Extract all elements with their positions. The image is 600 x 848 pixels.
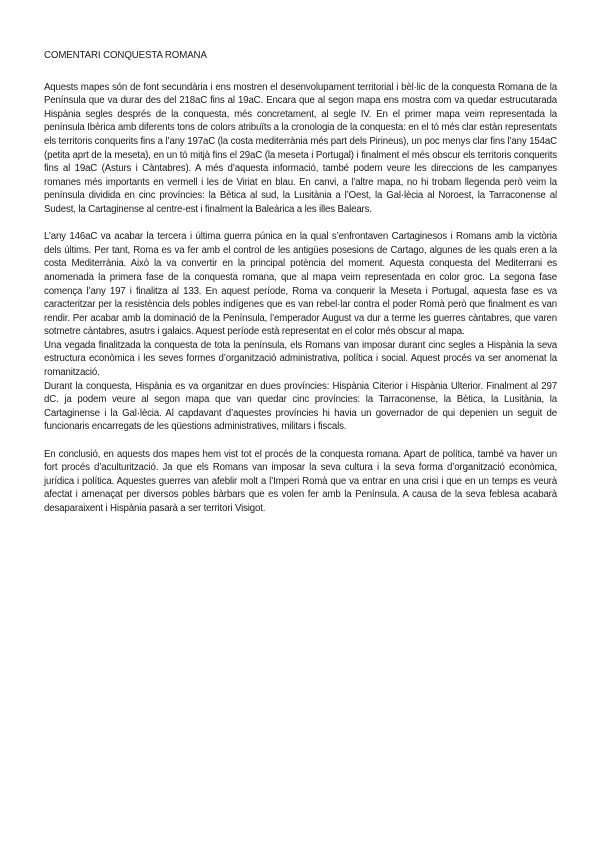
paragraph-spacer xyxy=(44,217,557,231)
paragraph-spacer xyxy=(44,434,557,448)
paragraph-map-description: Aquests mapes són de font secundària i ens mostren el desenvolupament territorial i bèl·lic de la conquesta Romana de la Península que va durar des del 218aC fins al 19aC. Encara que al segon mapa ens mostra com va quedar estrucutarada Hispània segles després de la conquesta, més concretament, al segle IV. En el primer mapa veim representada la península Ibèrica amb diferents tons de colors atribuïts a la cronologia de la conquesta: en el tó més clar estàn representats els territoris conquerits fins a l’any 197aC (la costa mediterrània més part dels Pirineus), un poc menys clar fins l’any 154aC (petita aprt de la meseta), en un tó mitjà fins el 29aC (la meseta i Portugal) i finalment el més obscur els territoris conquerits fins al 19aC (Asturs i Càntabres). A més d’aquesta informació, també podem veure les direccions de les campanyes romanes més importants en vermell i les de Viriat en blau. En canvi, a l’altre mapa, no hi trobam llegenda però veim la península dividida en cinc províncies: la Bètica al sud, la Lusitània a l’Oest, la Gal·lècia al Noroest, la Tarraconense al Sudest, la Cartaginense al centre-est i finalment la Baleàrica a les illes Balears. xyxy=(44,81,557,215)
document-body xyxy=(44,49,557,516)
paragraph-provinces: Durant la conquesta, Hispània es va organitzar en dues províncies: Hispània Citerior i Hispània Ulterior. Finalment al 297 dC. ja podem veure al segon mapa que van quedar cinc províncies: la Tarraconense, la Bètica, la Lusitània, la Cartaginense i la Gal·lècia. Al capdavant d’aquestes províncies hi havia un governador de qui depenien un seguit de funcionaris encarregats de les qüestions administratives, militars i fiscals. xyxy=(44,380,557,433)
document-title: COMENTARI CONQUESTA ROMANA xyxy=(44,50,207,61)
paragraph-romanization: Una vegada finalitzada la conquesta de tota la península, els Romans van imposar durant cinc segles a Hispània la seva estructura econòmica i les seves formes d’organització administrativa, política i social. Aquest procés va ser anomenat la romanització. xyxy=(44,339,557,379)
paragraph-conclusion: En conclusió, en aquests dos mapes hem vist tot el procés de la conquesta romana. Apart de política, també va haver un fort procés d’aculturització. Ja que els Romans van imposar la seva cultura i la seva forma d’organització econòmica, jurídica i política. Aquestes guerres van afeblir molt a l’Imperi Romà que va entrar en una crisi i que en un temps es veurà afectat i amenaçat per diversos pobles bàrbars que es volen fer amb la Península. A causa de la seva feblesa acabarà desaparaixent i Hispània pasarà a ser territori Visigot. xyxy=(44,448,557,514)
paragraph-conquest-phases: L’any 146aC va acabar la tercera i última guerra púnica en la qual s’enfrontaven Cartaginesos i Romans amb la victòria dels últims. Per tant, Roma es va fer amb el control de les antigües posesions de Cartago, algunes de les quals eren a la costa Mediterrània. Això la va convertir en la principal potència del moment. Aquesta conquesta del Mediterrani es anomenada la primera fase de la conquesta romana, que al mapa veim representada en color groc. La segona fase comença l’any 197 i finalitza al 133. En aquest període, Roma va conquerir la Meseta i Portugal, aquesta fase es va caracteritzar per la resistència dels pobles indígenes que es van rebel·lar contra el poder Romà però que finalment es van rendir. Per acabar amb la dominació de la Península, l’emperador August va dur a terme les guerres càntabres, que varen sotmetre càntabres, asutrs i galaics. Aquest període està representat en el color més obscur al mapa. xyxy=(44,231,557,338)
